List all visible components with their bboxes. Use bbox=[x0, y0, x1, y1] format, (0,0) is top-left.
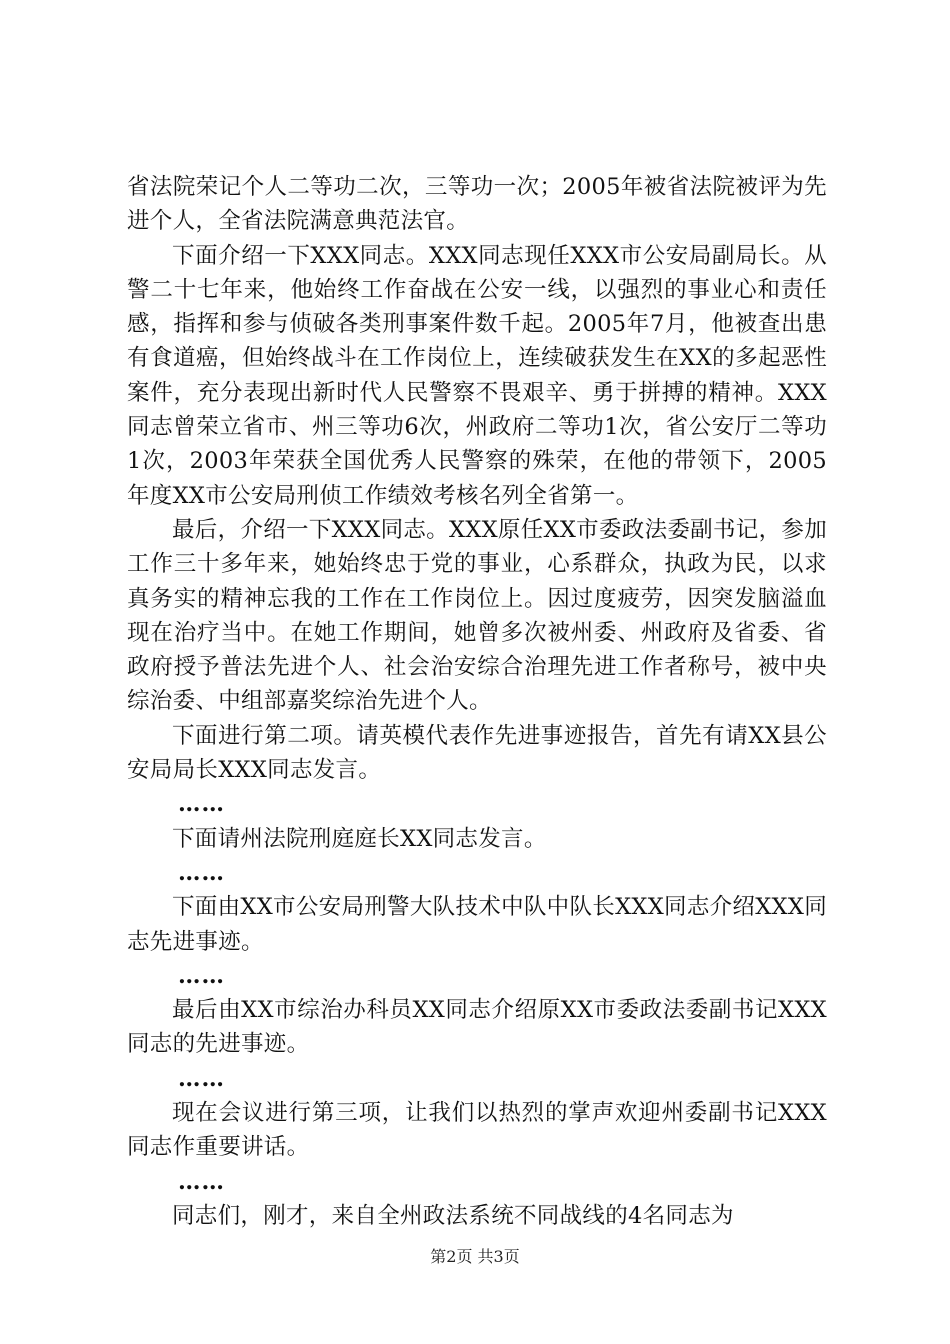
ellipsis: …… bbox=[178, 1065, 225, 1092]
document-body bbox=[127, 170, 827, 1233]
page-number-footer: 第2页 共3页 bbox=[430, 1247, 520, 1266]
paragraph-introduction-committee: 最后，介绍一下XXX同志。XXX原任XX市委政法委副书记，参加工作三十多年来，她始终忠于党的事业，心系群众，执政为民，以求真务实的精神忘我的工作在工作岗位上。因过度疲劳，因突发脑溢血现在治疗当中。在她工作期间，她曾多次被州委、州政府及省委、省政府授予普法先进个人、社会治安综合治理先进工作者称号，被中央综治委、中组部嘉奖综治先进个人。 bbox=[127, 516, 827, 715]
paragraph-continuation: 省法院荣记个人二等功二次，三等功一次；2005年被省法院被评为先进个人，全省法院满意典范法官。 bbox=[127, 174, 827, 235]
ellipsis: …… bbox=[178, 962, 225, 989]
paragraph-item-two: 下面进行第二项。请英模代表作先进事迹报告，首先有请XX县公安局局长XXX同志发言。 bbox=[127, 722, 827, 784]
paragraph-introduction-police: 下面介绍一下XXX同志。XXX同志现任XXX市公安局副局长。从警二十七年来，他始终工作奋战在公安一线，以强烈的事业心和责任感，指挥和参与侦破各类刑事案件数千起。2005年7月，他被查出患有食道癌，但始终战斗在工作岗位上，连续破获发生在XX的多起恶性案件，充分表现出新时代人民警察不畏艰辛、勇于拼搏的精神。XXX同志曾荣立省市、州三等功6次，州政府二等功1次，省公安厅二等功1次，2003年荣获全国优秀人民警察的殊荣，在他的带领下，2005年度XX市公安局刑侦工作绩效考核名列全省第一。 bbox=[127, 242, 827, 509]
ellipsis: …… bbox=[178, 859, 225, 886]
paragraph-comprehensive-office: 最后由XX市综治办科员XX同志介绍原XX市委政法委副书记XXX同志的先进事迹。 bbox=[127, 997, 827, 1058]
ellipsis: …… bbox=[178, 791, 225, 818]
ellipsis: …… bbox=[178, 1168, 225, 1195]
paragraph-item-three: 现在会议进行第三项，让我们以热烈的掌声欢迎州委副书记XXX同志作重要讲话。 bbox=[127, 1100, 827, 1161]
paragraph-closing: 同志们，刚才，来自全州政法系统不同战线的4名同志为 bbox=[172, 1202, 734, 1229]
paragraph-court-speech: 下面请州法院刑庭庭长XX同志发言。 bbox=[172, 825, 547, 852]
paragraph-technical-squad: 下面由XX市公安局刑警大队技术中队中队长XXX同志介绍XXX同志先进事迹。 bbox=[127, 894, 827, 955]
